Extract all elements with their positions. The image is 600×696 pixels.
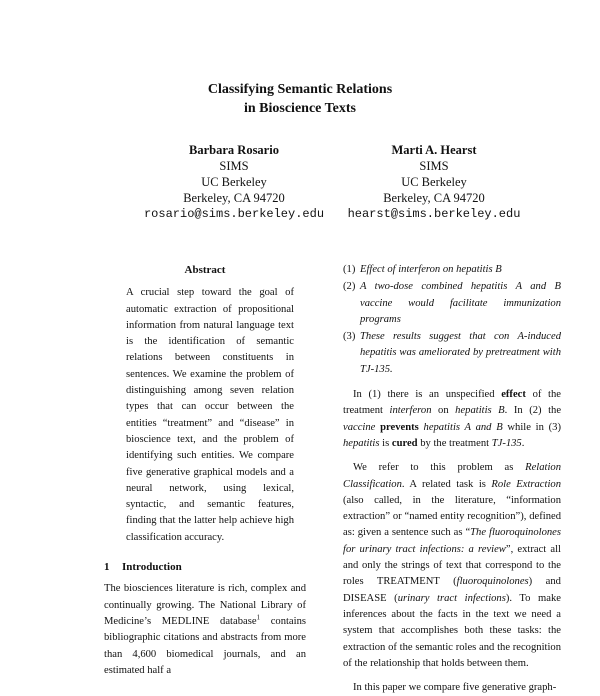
text-run: fluoroquinolones xyxy=(456,576,529,588)
author-dept: SIMS xyxy=(419,159,449,173)
section-number: 1 xyxy=(104,561,110,574)
text-run: Relation Classification xyxy=(343,462,561,490)
text-run: We refer to this problem as xyxy=(353,462,526,474)
abstract-heading: Abstract xyxy=(184,264,226,276)
author-block-2 xyxy=(324,142,544,222)
text-run: The fluoroquinolones for urinary tract infections: a review xyxy=(343,527,562,555)
intro-paragraph xyxy=(104,581,306,679)
text-run: of the treatment xyxy=(343,389,561,417)
author-city: Berkeley, CA 94720 xyxy=(183,191,285,205)
example-number: (2) xyxy=(343,281,356,293)
text-run: TJ-135 xyxy=(491,437,522,449)
text-run: ) and DISEASE ( xyxy=(343,576,561,604)
text-run: hepatitis xyxy=(343,437,380,449)
body-paragraph-1 xyxy=(343,387,561,452)
text-run: . xyxy=(521,437,525,449)
text-run: In (1) there is an unspecified xyxy=(353,389,502,401)
text-run: is xyxy=(379,437,392,449)
text-run: urinary tract infections xyxy=(397,592,506,604)
example-number: (3) xyxy=(343,331,356,343)
abstract-text: A crucial step toward the goal of automatic extraction of propositional information from natural language text is the identification of semantic relations between constituents in sentences. We examine the problem of distinguishing among seven relation types that can occur between the entities “treatment” and “disease” in bioscience text, and the problem of identifying such entities. We compare five generative graphical models and a neural network, using lexical, syntactic, and semantic features, finding that the latter help achieve high classification accuracy. xyxy=(126,287,294,543)
text-run: . In (2) the xyxy=(504,405,562,417)
text-run: on xyxy=(431,405,456,417)
author-block-1 xyxy=(124,142,344,222)
footnote-mark: 1 xyxy=(256,613,261,622)
section-title: Introduction xyxy=(122,561,182,574)
text-run: interferon xyxy=(389,405,432,417)
body-paragraph-2 xyxy=(343,460,561,672)
author-org: UC Berkeley xyxy=(201,175,267,189)
author-name: Marti A. Hearst xyxy=(391,143,477,157)
section-heading-introduction xyxy=(104,559,306,575)
author-org: UC Berkeley xyxy=(401,175,467,189)
author-city: Berkeley, CA 94720 xyxy=(383,191,485,205)
title-line-1: Classifying Semantic Relations xyxy=(207,82,393,97)
example-text: These results suggest that con A-induced hepatitis was ameliorated by pretreatment with TJ-135. xyxy=(360,331,561,375)
text-run: hepatitis A and B xyxy=(423,421,503,433)
title-line-2: in Bioscience Texts xyxy=(243,101,356,116)
right-column xyxy=(343,262,561,696)
intro-text-b: contains bibliographic citations and abstracts from more than 4,600 biomedical journals, and an estimated half a xyxy=(104,615,306,676)
example-item xyxy=(343,279,561,328)
text-run: (also called, in the literature, “information extraction” or “named entity recognition”), defined as: given a sentence such as “ xyxy=(343,494,561,539)
body-paragraph-3: In this paper we compare five generative graph- xyxy=(353,682,557,694)
text-run: cured xyxy=(391,437,418,449)
text-run: by the treatment xyxy=(417,437,492,449)
text-run: Role Extraction xyxy=(491,478,561,490)
text-run: prevents xyxy=(380,421,419,433)
paper-title xyxy=(0,80,600,118)
example-number: (1) xyxy=(343,264,356,275)
text-run: ”, extract all and only the strings of text that correspond to the roles TREATMENT ( xyxy=(343,543,561,588)
text-run: effect xyxy=(501,389,526,401)
intro-text-a: The biosciences literature is rich, complex and continually growing. The National Library of Medicine’s MEDLINE database xyxy=(104,583,306,627)
author-dept: SIMS xyxy=(219,159,249,173)
example-text: A two-dose combined hepatitis A and B vaccine would facilitate immunization programs xyxy=(360,281,561,325)
author-email: hearst@sims.berkeley.edu xyxy=(347,207,521,221)
text-run: hepatitis B xyxy=(455,405,505,417)
left-column xyxy=(104,262,306,679)
example-item xyxy=(343,329,561,378)
text-run: . A related task is xyxy=(401,478,492,490)
author-email: rosario@sims.berkeley.edu xyxy=(143,207,325,221)
example-item xyxy=(343,262,561,278)
text-run: vaccine xyxy=(343,421,376,433)
text-run: while in (3) xyxy=(502,421,562,433)
text-run: ). To make inferences about the facts in the text we need a system that accomplishes both these tasks: the extraction of the semantic roles and the recognition of the relationship that holds between them. xyxy=(343,592,561,669)
author-name: Barbara Rosario xyxy=(189,143,279,157)
example-text: Effect of interferon on hepatitis B xyxy=(360,264,502,275)
